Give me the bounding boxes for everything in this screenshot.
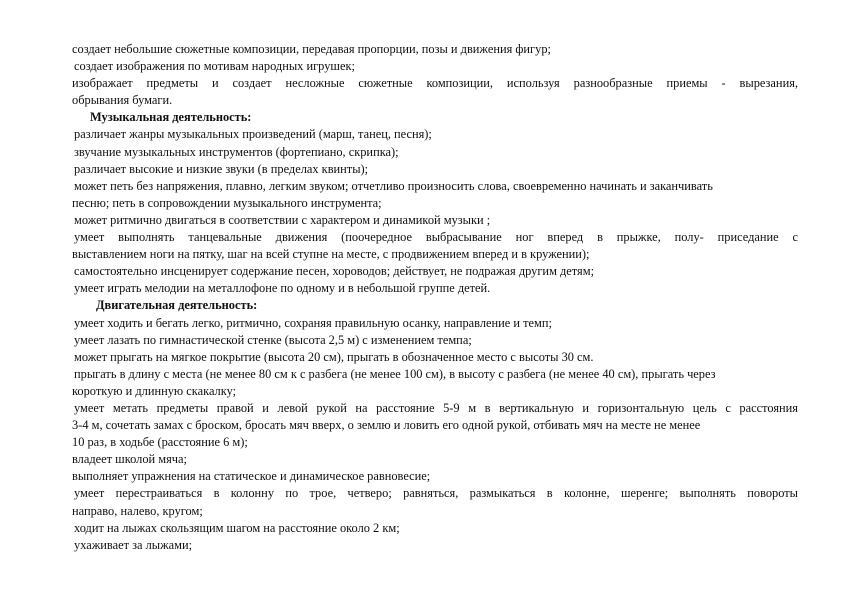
section-heading-music: Музыкальная деятельность: — [90, 110, 252, 125]
text-line: умеет метать предметы правой и левой рукой на расстояние 5-9 м в вертикальную и горизонтальную цель с расстояния — [74, 400, 798, 415]
text-line: короткую и длинную скакалку; — [72, 383, 237, 398]
text-line: владеет школой мяча; — [72, 452, 187, 467]
text-line: выполняет упражнения на статическое и динамическое равновесие; — [72, 469, 431, 484]
text-line: 3-4 м, сочетать замах с броском, бросать мяч вверх, о землю и ловить его одной рукой, отбивать мяч на месте не менее — [72, 418, 701, 433]
text-line: ходит на лыжах скользящим шагом на расстояние около 2 км; — [74, 520, 400, 535]
section-heading-motor: Двигательная деятельность: — [96, 298, 258, 313]
text-line: умеет выполнять танцевальные движения (поочередное выбрасывание ног вперед в прыжке, полу- приседание с — [74, 230, 798, 245]
document-body — [72, 41, 798, 554]
text-line: создает изображения по мотивам народных игрушек; — [74, 59, 355, 74]
text-line: создает небольшие сюжетные композиции, передавая пропорции, позы и движения фигур; — [72, 42, 551, 56]
text-line: изображает предметы и создает несложные сюжетные композиции, используя разнообразные приемы - вырезания, — [72, 76, 798, 91]
text-line: умеет играть мелодии на металлофоне по одному и в небольшой группе детей. — [74, 281, 491, 296]
text-line: умеет лазать по гимнастической стенке (высота 2,5 м) с изменением темпа; — [74, 332, 472, 347]
text-line: различает жанры музыкальных произведений (марш, танец, песня); — [74, 127, 432, 142]
text-line: направо, налево, кругом; — [72, 503, 203, 518]
text-line: обрывания бумаги. — [72, 93, 173, 108]
text-line: прыгать в длину с места (не менее 80 см к с разбега (не менее 100 см), в высоту с разбега (не менее 40 см), прыгать через — [74, 366, 716, 381]
text-line: самостоятельно инсценирует содержание песен, хороводов; действует, не подражая другим детям; — [74, 264, 595, 279]
text-line: умеет ходить и бегать легко, ритмично, сохраняя правильную осанку, направление и темп; — [74, 315, 552, 330]
text-line: ухаживает за лыжами; — [74, 537, 193, 552]
text-line: звучание музыкальных инструментов (фортепиано, скрипка); — [74, 144, 399, 159]
text-line: может петь без напряжения, плавно, легким звуком; отчетливо произносить слова, своевременно начинать и заканчивать — [74, 178, 713, 193]
text-line: может ритмично двигаться в соответствии с характером и динамикой музыки ; — [74, 212, 491, 227]
text-line: различает высокие и низкие звуки (в пределах квинты); — [74, 161, 369, 176]
text-line: выставлением ноги на пятку, шаг на всей ступне на месте, с продвижением вперед и в кружении); — [72, 247, 590, 262]
text-line: может прыгать на мягкое покрытие (высота 20 см), прыгать в обозначенное место с высоты 30 см. — [74, 349, 594, 364]
text-line: песню; петь в сопровождении музыкального инструмента; — [72, 195, 382, 210]
text-line: умеет перестраиваться в колонну по трое, четверо; равняться, размыкаться в колонне, шеренге; выполнять повороты — [74, 486, 798, 501]
text-line: 10 раз, в ходьбе (расстояние 6 м); — [72, 435, 248, 450]
